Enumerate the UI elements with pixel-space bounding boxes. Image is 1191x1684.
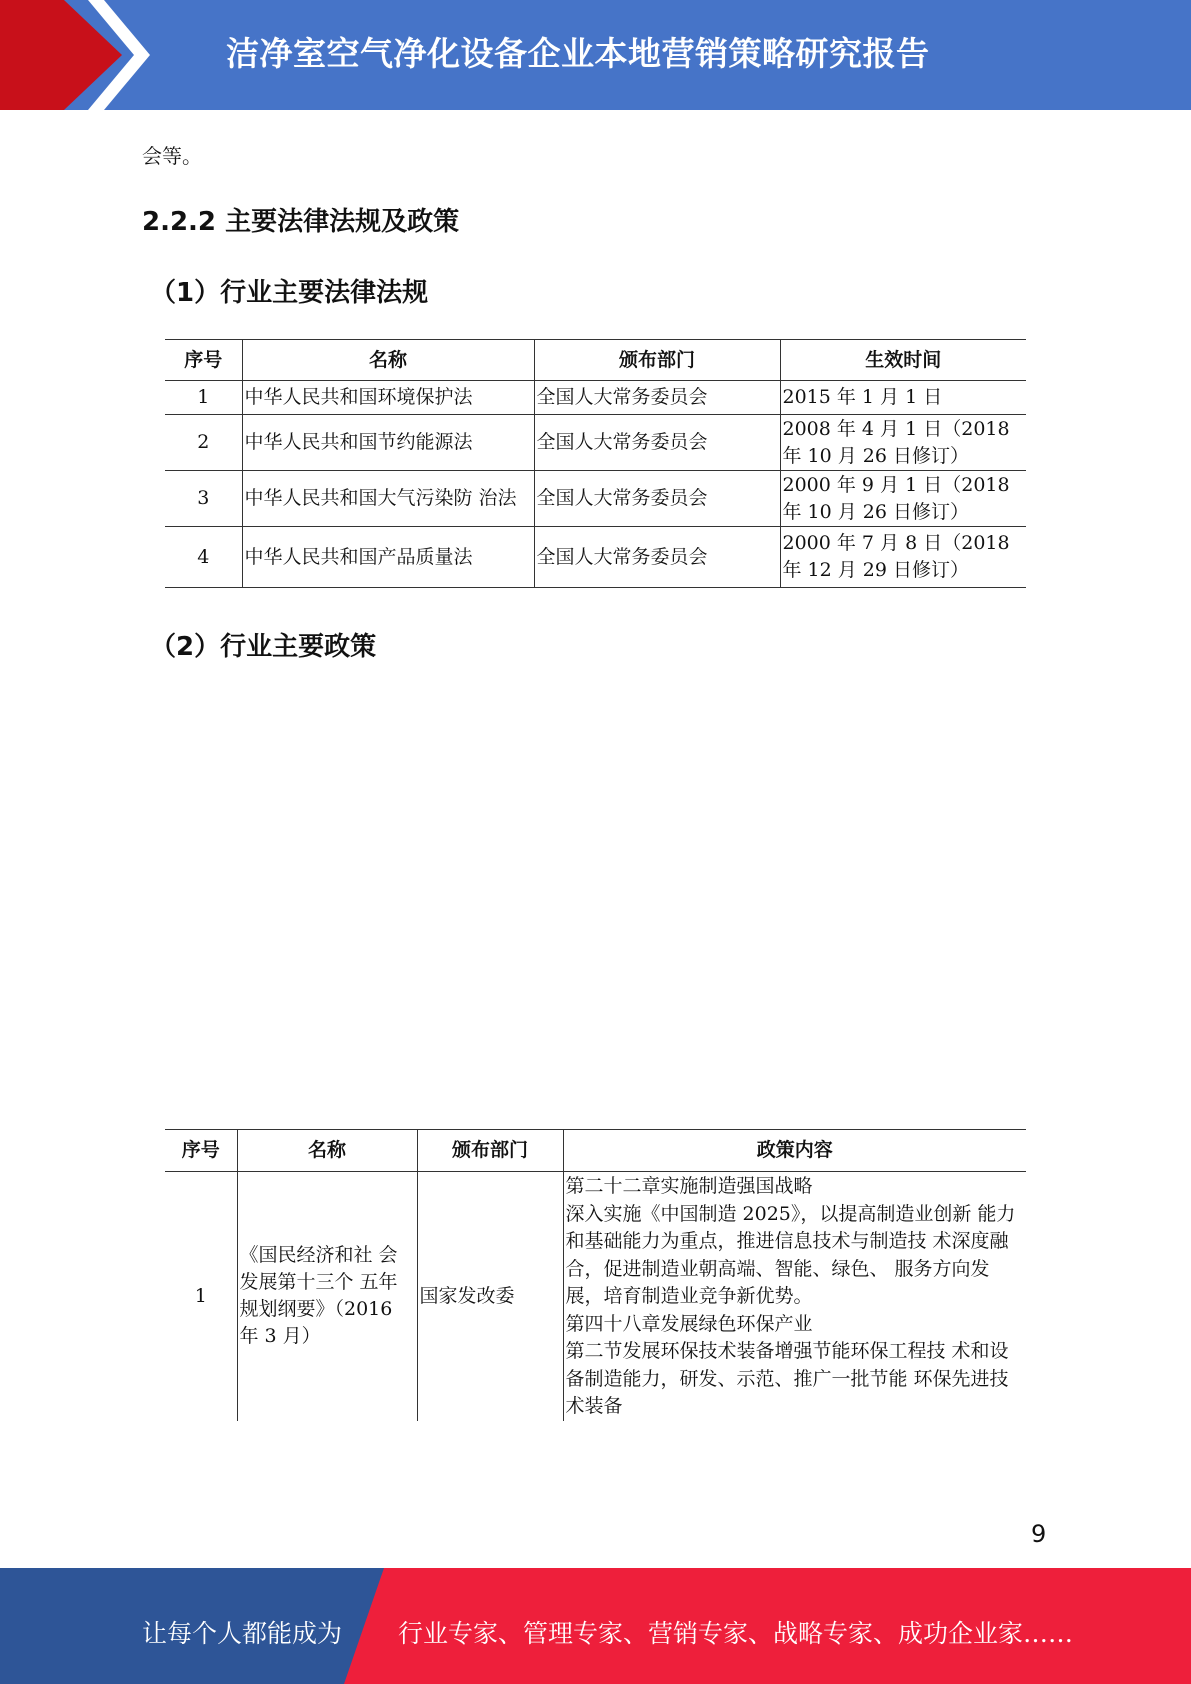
table-row — [165, 415, 1026, 471]
row-number: 1 — [194, 1284, 207, 1307]
report-title: 洁净室空气净化设备企业本地营销策略研究报告 — [226, 34, 930, 73]
row-number: 2 — [165, 415, 242, 471]
issuing-department: 全国人大常务委员会 — [534, 415, 780, 471]
laws-subheading: （1）行业主要法律法规 — [150, 278, 429, 308]
policy-col-header-dept: 颁布部门 — [417, 1130, 563, 1172]
table-row — [165, 527, 1026, 588]
law-name: 中华人民共和国产品质量法 — [242, 527, 534, 588]
table-row — [165, 381, 1026, 415]
effective-date: 2000 年 7 月 8 日（2018 年 12 月 29 日修订） — [780, 527, 1026, 588]
laws-table — [165, 339, 1026, 588]
row-number: 4 — [165, 527, 242, 588]
table-row — [165, 1172, 1026, 1421]
report-header-banner — [0, 0, 1191, 110]
effective-date: 2008 年 4 月 1 日（2018 年 10 月 26 日修订） — [780, 415, 1026, 471]
laws-col-header-dept: 颁布部门 — [534, 340, 780, 381]
continued-paragraph-text: 会等。 — [142, 144, 202, 168]
laws-col-header-name: 名称 — [242, 340, 534, 381]
law-name: 中华人民共和国节约能源法 — [242, 415, 534, 471]
row-number: 1 — [165, 381, 242, 415]
issuing-department: 全国人大常务委员会 — [534, 471, 780, 527]
footer-banner — [0, 1568, 1191, 1684]
law-name: 中华人民共和国环境保护法 — [242, 381, 534, 415]
law-name: 中华人民共和国大气污染防 治法 — [242, 471, 534, 527]
row-number: 3 — [165, 471, 242, 527]
table-row — [165, 471, 1026, 527]
issuing-department: 全国人大常务委员会 — [534, 527, 780, 588]
laws-col-header-effective: 生效时间 — [780, 340, 1026, 381]
policy-table-header-row — [165, 1130, 1026, 1172]
issuing-department: 国家发改委 — [417, 1172, 563, 1421]
effective-date: 2000 年 9 月 1 日（2018 年 10 月 26 日修订） — [780, 471, 1026, 527]
page-number: 9 — [1031, 1520, 1047, 1548]
policy-name: 《国民经济和社 会发展第十三个 五年规划纲要》（2016 年 3 月） — [237, 1172, 417, 1421]
issuing-department: 全国人大常务委员会 — [534, 381, 780, 415]
policy-col-header-num: 序号 — [165, 1130, 237, 1172]
policy-table — [165, 1129, 1026, 1421]
effective-date: 2015 年 1 月 1 日 — [780, 381, 1026, 415]
laws-col-header-num: 序号 — [165, 340, 242, 381]
footer-slogan-left: 让每个人都能成为 — [142, 1619, 343, 1648]
policy-subheading: （2）行业主要政策 — [150, 632, 377, 662]
policy-col-header-name: 名称 — [237, 1130, 417, 1172]
laws-table-header-row — [165, 340, 1026, 381]
footer-slogan-right: 行业专家、管理专家、营销专家、战略专家、成功企业家…… — [398, 1619, 1074, 1648]
policy-content: 第二十二章实施制造强国战略 深入实施《中国制造 2025》，以提高制造业创新 能力和基础能力为重点，推进信息技术与制造技 术深度融合，促进制造业朝高端、智能、绿色、 服务方向发展，培育制造业竞争新优势。 第四十八章发展绿色环保产业 第二节发展环保技术装备增强节能环保工程技 术和设备制造能力，研发、示范、推广一批节能 环保先进技术装备 — [563, 1172, 1026, 1421]
policy-col-header-content: 政策内容 — [563, 1130, 1026, 1172]
section-heading: 2.2.2 主要法律法规及政策 — [142, 207, 460, 237]
